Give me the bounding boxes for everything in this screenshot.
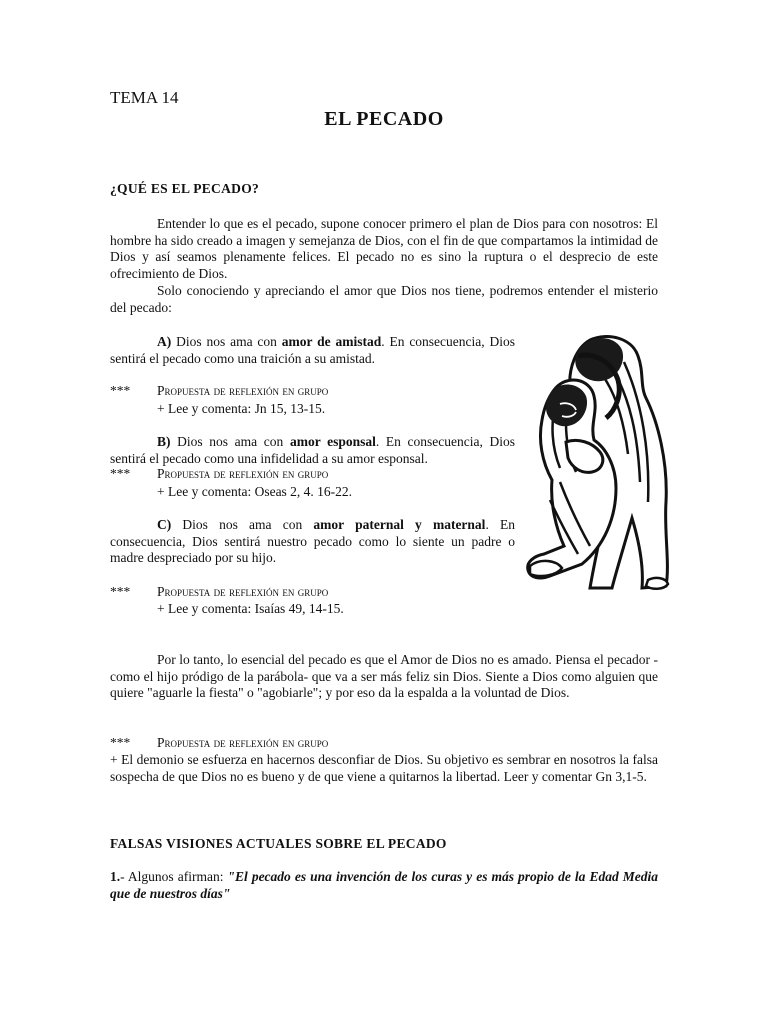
proposal-label: Propuesta de reflexión en grupo bbox=[157, 466, 329, 481]
conclusion-paragraph: Por lo tanto, lo esencial del pecado es que el Amor de Dios no es amado. Piensa el pecador -como el hijo pródigo de la parábola- que va a ser más feliz sin Dios. Siente a Dios como alguien que quiere "aguarle la fiesta" o "agobiarle"; y por eso da la espalda a la voluntad de Dios. bbox=[110, 652, 658, 701]
embrace-illustration-icon bbox=[520, 332, 670, 594]
point-c-bold: amor paternal y maternal bbox=[313, 517, 486, 532]
point-c-paragraph bbox=[110, 517, 515, 567]
demon-paragraph: + El demonio se esfuerza en hacernos desconfiar de Dios. Su objetivo es sembrar en nosotros la falsa sospecha de que Dios no es bueno y de que viene a quitarnos la libertad. Leer y comentar Gn 3,1-5. bbox=[110, 752, 658, 784]
proposal-label: Propuesta de reflexión en grupo bbox=[157, 383, 329, 398]
intro-paragraph-1: Entender lo que es el pecado, supone conocer primero el plan de Dios para con nosotros: El hombre ha sido creado a imagen y semejanza de Dios, con el fin de que compartamos la intimidad de Dios y así seamos plenamente felices. El pecado no es sino la ruptura o el desprecio de este ofrecimiento de Dios. bbox=[110, 216, 658, 281]
proposal-line-d bbox=[110, 735, 530, 752]
topic-label: TEMA 14 bbox=[110, 88, 179, 107]
intro-paragraph-2: Solo conociendo y apreciando el amor que Dios nos tiene, podremos entender el misterio del pecado: bbox=[110, 283, 658, 315]
point-a-letter: A) bbox=[157, 334, 172, 349]
point-a-pre: Dios nos ama con bbox=[171, 334, 282, 349]
point-c-letter: C) bbox=[157, 517, 172, 532]
reading-b: + Lee y comenta: Oseas 2, 4. 16-22. bbox=[157, 484, 353, 499]
point-b-pre: Dios nos ama con bbox=[170, 434, 290, 449]
stars-marker: *** bbox=[110, 735, 131, 750]
point-b-bold: amor esponsal bbox=[289, 434, 376, 449]
proposal-label: Propuesta de reflexión en grupo bbox=[157, 584, 329, 599]
page-title: EL PECADO bbox=[324, 108, 444, 130]
stars-marker: *** bbox=[110, 584, 131, 599]
point-b-letter: B) bbox=[157, 434, 171, 449]
stars-marker: *** bbox=[110, 383, 131, 398]
point-c-pre: Dios nos ama con bbox=[171, 517, 314, 532]
proposal-line-c bbox=[110, 584, 530, 601]
item-number: 1. bbox=[110, 869, 121, 884]
point-a-post: . En consecuencia, Dios sentirá el pecado como una traición a su amistad. bbox=[110, 334, 516, 366]
reading-c: + Lee y comenta: Isaías 49, 14-15. bbox=[157, 601, 344, 616]
point-c-post: . En consecuencia, Dios sentirá nuestro pecado como lo siente un padre o madre despreciado por su hijo. bbox=[110, 517, 515, 566]
item-intro: - Algunos afirman: bbox=[120, 869, 228, 884]
point-b-post: . En consecuencia, Dios sentirá el pecado como una infidelidad a su amor esponsal. bbox=[110, 434, 515, 466]
point-b-paragraph bbox=[110, 434, 515, 467]
stars-marker: *** bbox=[110, 466, 131, 481]
reading-a: + Lee y comenta: Jn 15, 13-15. bbox=[157, 401, 326, 416]
point-a-bold: amor de amistad bbox=[281, 334, 382, 349]
item-quote: "El pecado es una invención de los curas y es más propio de la Edad Media que de nuestros días" bbox=[110, 869, 658, 901]
proposal-line-a bbox=[110, 383, 530, 400]
false-vision-item-1 bbox=[110, 869, 658, 902]
section-heading-what-is-sin: ¿QUÉ ES EL PECADO? bbox=[110, 181, 260, 196]
proposal-line-b bbox=[110, 466, 530, 483]
proposal-label: Propuesta de reflexión en grupo bbox=[157, 735, 329, 750]
point-a-paragraph bbox=[110, 334, 515, 367]
section-heading-false-visions: FALSAS VISIONES ACTUALES SOBRE EL PECADO bbox=[110, 836, 447, 851]
